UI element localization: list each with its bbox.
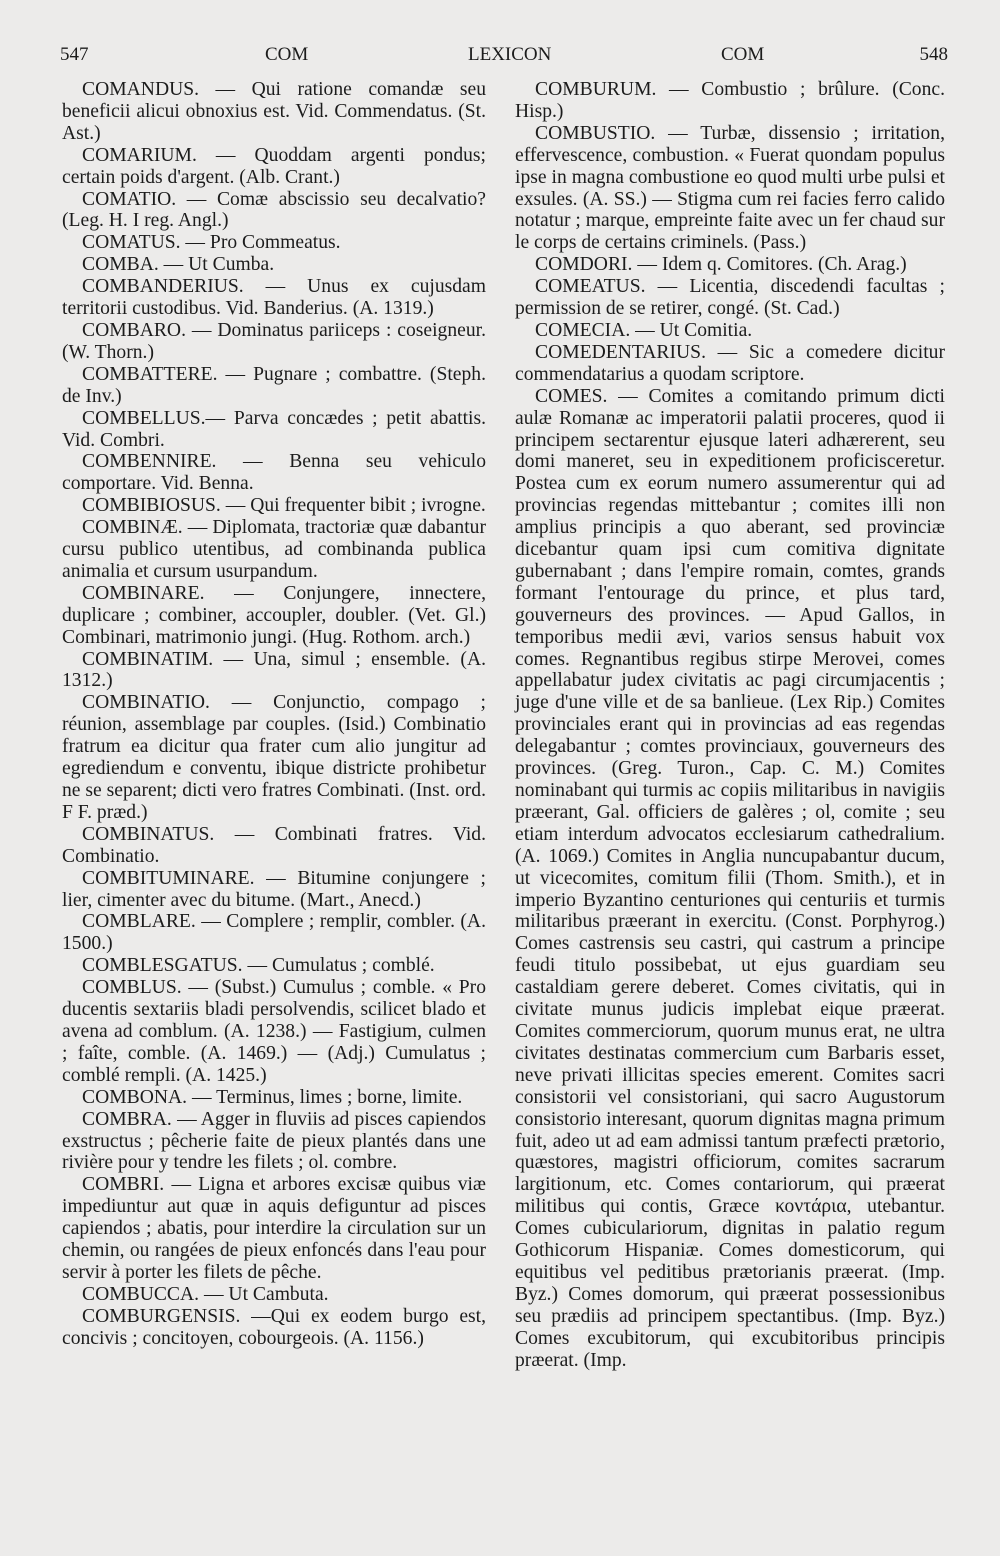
- dictionary-entry: COMBINATUS. — Combinati fratres. Vid. Combinatio.: [62, 823, 486, 867]
- page-number-right: 548: [919, 44, 948, 65]
- dictionary-entry: COMANDUS. — Qui ratione comandæ seu beneficii alicui obnoxius est. Vid. Commendatus. (St. Ast.): [62, 79, 486, 144]
- dictionary-entry: COMBRI. — Ligna et arbores excisæ quibus viæ impediuntur aut quæ in aquis defiguntur ad pisces capiendos ; abatis, pour interdire la circulation sur un chemin, ou rangées de pieux enfoncés dans l'eau pour servir à porter les filets de pêche.: [62, 1174, 486, 1283]
- dictionary-entry: COMBLUS. — (Subst.) Cumulus ; comble. « Pro ducentis sextariis bladi persolvendis, scilicet blado et avena ad comblum. (A. 1238.) — Fastigium, culmen ; faîte, comble. (A. 1469.) — (Adj.) Cumulatus ; comblé rempli. (A. 1425.): [62, 977, 486, 1086]
- dictionary-entry: COMBLARE. — Complere ; remplir, combler. (A. 1500.): [62, 911, 486, 955]
- dictionary-entry: COMBITUMINARE. — Bitumine conjungere ; lier, cimenter avec du bitume. (Mart., Anecd.): [62, 867, 486, 911]
- dictionary-entry: COMBINARE. — Conjungere, innectere, duplicare ; combiner, accoupler, doubler. (Vet. Gl.) Combinari, matrimonio jungi. (Hug. Rothom. arch.): [62, 582, 486, 648]
- dictionary-entry: COMBINATIM. — Una, simul ; ensemble. (A. 1312.): [62, 648, 486, 692]
- dictionary-entry: COMBONA. — Terminus, limes ; borne, limite.: [82, 1086, 463, 1108]
- dictionary-entry: COMBINÆ. — Diplomata, tractoriæ quæ dabantur cursu publico utentibus, ad combinanda publica animalia et cursum usurpandum.: [62, 517, 486, 582]
- dictionary-entry: COMES. — Comites a comitando primum dicti aulæ Romanæ ac imperatorii palatii proceres, quod ii principem sectarentur ejusque lateri adhærerent, seu domi maneret, seu in expeditionem proficisceretur. Postea cum ex eorum numero assumerentur qui ad provincias regendas mittebantur ; comites illi non amplius principis a quo aberant, sed provinciæ dicebantur quam ipsi cum comitiva dignitate gubernabant ; dans l'empire romain, comtes, grands formant l'entourage du prince, et plus tard, gouverneurs des provinces. — Apud Gallos, in temporibus medii ævi, varios sensus habuit vox comes. Regnantibus regibus stirpe Merovei, comes appellabatur judex civitatis ac pagi circumjacentis ; juge d'une ville et de sa banlieue. (Lex Rip.) Comites provinciales erant qui in provincias ad eas regendas delegabantur ; comtes provinciaux, gouverneurs des provinces. (Greg. Turon., Cap. C. M.) Comites nominabant qui turmis ac copiis militaribus in navigiis præerant, Gal. officiers de galères ; ol, comite ; seu etiam interdum advocatos ecclesiarum cathedralium. (A. 1069.) Comites in Anglia nuncupabantur ducum, ut vicecomites, comitum filii (Thom. Smith.), et in imperio Byzantino centuriones qui centuriis et turmis militaribus præerant in exercitu. (Const. Porphyrog.) Comes castrensis seu castri, qui castrum a principe feudi titulo possibebat, ut ejus guardiam seu castaldiam gerere deberet. Comes civitatis, qui in civitate munus judicis implebat eique præerat. Comites commerciorum, quorum munus erat, ne ultra civitates destinatas commercium cum Barbaris esset, neve privati illicitas species emerent. Comites sacri consistorii vel consistoriani, qui sacro Augustorum consistorio interesant, quorum dignitas magna primum fuit, adeo ut ad eam admissi tantum præfecti prætorio, quæstores, magistri officiorum, comites sacrarum largitionum, etc. Comes contariorum, qui præerat militibus qui contis, Græce κοντάρια, utebantur. Comes cubiculariorum, dignitas in palatio regum Gothicorum Hispaniæ. Comes domesticorum, qui equitibus vel peditibus prætorianis præerat. (Imp. Byz.) Comes domorum, qui præerat possessionibus seu prædiis ad principem spectantibus. (Imp. Byz.) Comes excubitorum, qui excubitoribus principis præerat. (Imp.: [515, 385, 945, 1371]
- dictionary-entry: COMBA. — Ut Cumba.: [82, 254, 275, 276]
- dictionary-entry: COMARIUM. — Quoddam argenti pondus; certain poids d'argent. (Alb. Crant.): [62, 144, 486, 188]
- dictionary-entry: COMBANDERIUS. — Unus ex cujusdam territorii custodibus. Vid. Banderius. (A. 1319.): [62, 276, 486, 320]
- column-left: [62, 79, 486, 1350]
- column-right: [515, 79, 945, 1371]
- running-title: LEXICON: [468, 44, 552, 65]
- page-number-left: 547: [60, 44, 89, 65]
- dictionary-entry: COMBELLUS.— Parva concædes ; petit abattis. Vid. Combri.: [62, 407, 486, 451]
- dictionary-entry: COMBATTERE. — Pugnare ; combattre. (Steph. de Inv.): [62, 363, 486, 407]
- dictionary-entry: COMBRA. — Agger in fluviis ad pisces capiendos exstructus ; pêcherie faite de pieux plantés dans une rivière pour y tendre les filets ; ol. combre.: [62, 1108, 486, 1174]
- dictionary-entry: COMBIBIOSUS. — Qui frequenter bibit ; ivrogne.: [82, 495, 486, 517]
- dictionary-entry: COMBENNIRE. — Benna seu vehiculo comportare. Vid. Benna.: [62, 451, 486, 495]
- dictionary-entry: COMEDENTARIUS. — Sic a comedere dicitur commendatarius a quodam scriptore.: [515, 341, 945, 385]
- dictionary-entry: COMDORI. — Idem q. Comitores. (Ch. Arag.): [535, 254, 907, 276]
- running-word-left: COM: [265, 44, 309, 65]
- dictionary-entry: COMEATUS. — Licentia, discedendi facultas ; permission de se retirer, congé. (St. Cad.): [515, 276, 945, 320]
- dictionary-entry: COMATIO. — Comæ abscissio seu decalvatio? (Leg. H. I reg. Angl.): [62, 188, 486, 232]
- dictionary-entry: COMBINATIO. — Conjunctio, compago ; réunion, assemblage par couples. (Isid.) Combinatio fratrum ea dicitur qua frater cum alio jungitur ad egrediendum e conventu, ibique districte prohibetur ne se separent; dicti vero fratres Combinati. (Inst. ord. F F. præd.): [62, 692, 486, 823]
- running-header: [60, 44, 948, 74]
- dictionary-entry: COMBARO. — Dominatus pariiceps : coseigneur. (W. Thorn.): [62, 319, 486, 363]
- dictionary-entry: COMBUCCA. — Ut Cambuta.: [82, 1283, 329, 1305]
- dictionary-entry: COMBLESGATUS. — Cumulatus ; comblé.: [82, 955, 435, 977]
- dictionary-entry: COMBUSTIO. — Turbæ, dissensio ; irritation, effervescence, combustion. « Fuerat quondam populus ipse in magna combustione eo quod multi urbe pulsi et exsules. (A. SS.) — Stigma cum rei facies ferro calido notatur ; marque, empreinte faite avec un fer chaud sur le corps de certains criminels. (Pass.): [515, 122, 945, 254]
- dictionary-entry: COMATUS. — Pro Commeatus.: [82, 232, 341, 254]
- running-word-right: COM: [721, 44, 765, 65]
- dictionary-entry: COMBURUM. — Combustio ; brûlure. (Conc. Hisp.): [515, 79, 945, 122]
- dictionary-entry: COMBURGENSIS. —Qui ex eodem burgo est, concivis ; concitoyen, cobourgeois. (A. 1156.): [62, 1305, 486, 1349]
- dictionary-entry: COMECIA. — Ut Comitia.: [535, 319, 753, 341]
